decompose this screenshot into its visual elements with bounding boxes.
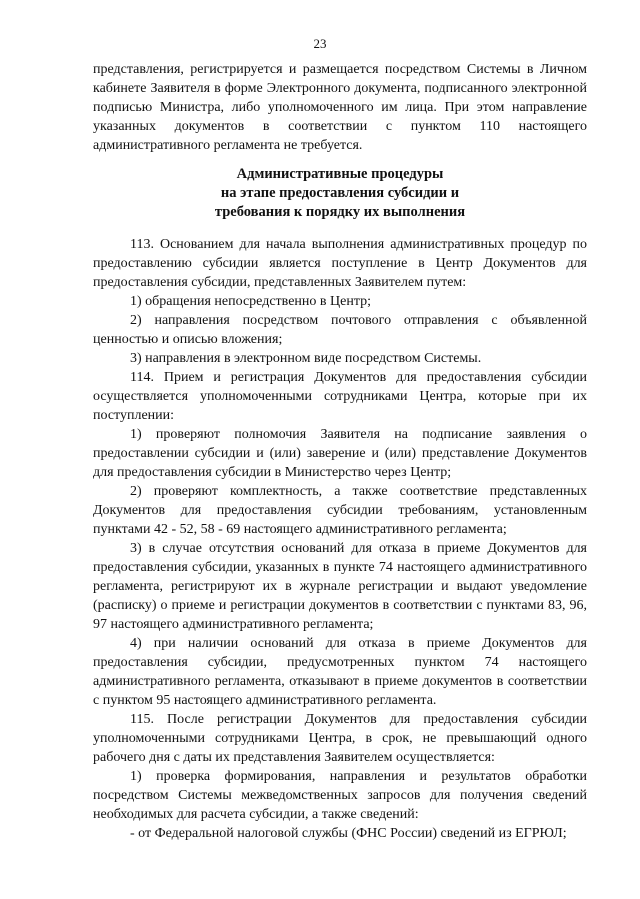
page-number: 23: [313, 36, 327, 51]
section-heading-line-2: на этапе предоставления субсидии и: [220, 185, 460, 201]
paragraph-114-item-3: 3) в случае отсутствия оснований для отказа в приеме Документов для предоставления субсидии, указанных в пункте 74 настоящего административного регламента, регистрируют их в журнале регистрации и выдают уведомление (расписку) о приеме и регистрации документов в соответствии с пунктами 83, 96, 97 настоящего административного регламента;: [93, 541, 587, 632]
paragraph-115: 115. После регистрации Документов для предоставления субсидии уполномоченными сотрудниками Центра, в срок, не превышающий одного рабочего дня с даты их представления Заявителем осуществляется:: [93, 712, 587, 765]
paragraph-115-item-1: 1) проверка формирования, направления и результатов обработки посредством Системы межведомственных запросов для получения сведений необходимых для расчета субсидии, а также сведений:: [93, 769, 587, 822]
intro-block: [93, 60, 587, 155]
section-heading-line-3: требования к порядку их выполнения: [214, 204, 466, 220]
paragraph-115-item-1-dash: - от Федеральной налоговой службы (ФНС России) сведений из ЕГРЮЛ;: [130, 826, 567, 841]
paragraph-113-item-1: 1) обращения непосредственно в Центр;: [130, 294, 371, 309]
paragraph-114-item-2: 2) проверяют комплектность, а также соответствие представленных Документов для предоставления субсидии требованиям, установленным пунктами 42 - 52, 58 - 69 настоящего административного регламента;: [93, 484, 587, 537]
section-heading: [93, 165, 587, 222]
intro-paragraph: представления, регистрируется и размещается посредством Системы в Личном кабинете Заявителя в форме Электронного документа, подписанного электронной подписью Министра, либо уполномоченного им лица. При этом направление указанных документов в соответствии с пунктом 110 настоящего административного регламента не требуется.: [93, 62, 587, 153]
paragraph-113-item-3: 3) направления в электронном виде посредством Системы.: [130, 351, 482, 366]
section-heading-line-1: Административные процедуры: [236, 166, 444, 182]
body-block: [93, 235, 587, 843]
paragraph-113-item-2: 2) направления посредством почтового отправления с объявленной ценностью и описью вложения;: [93, 313, 587, 347]
paragraph-114-item-4: 4) при наличии оснований для отказа в приеме Документов для предоставления субсидии, предусмотренных пунктом 74 настоящего административного регламента, отказывают в приеме документов в соответствии с пунктом 95 настоящего административного регламента.: [93, 636, 587, 708]
paragraph-114: 114. Прием и регистрация Документов для предоставления субсидии осуществляется уполномоченными сотрудниками Центра, которые при их поступлении:: [93, 370, 587, 423]
paragraph-114-item-1: 1) проверяют полномочия Заявителя на подписание заявления о предоставлении субсидии и (или) заверение и (или) представление Документов для предоставления субсидии в Министерство через Центр;: [93, 427, 587, 480]
paragraph-113: 113. Основанием для начала выполнения административных процедур по предоставлению субсидии является поступление в Центр Документов для предоставления субсидии, представленных Заявителем путем:: [93, 237, 587, 290]
